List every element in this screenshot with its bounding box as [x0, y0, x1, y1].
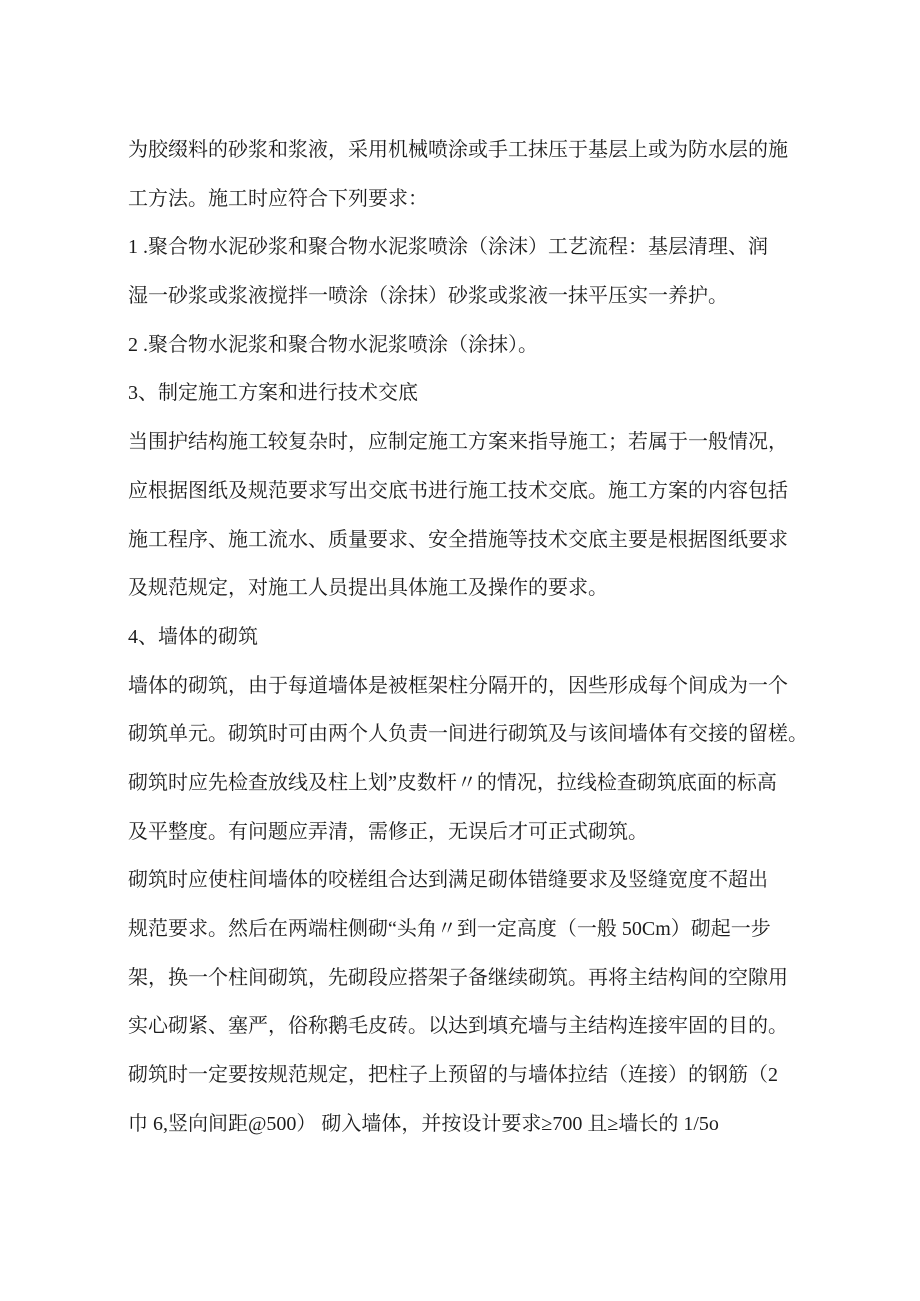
text-line: 工方法。施工时应符合下列要求： — [128, 187, 428, 210]
text-line: 墙体的砌筑，由于每道墙体是被框架柱分隔开的，因些形成每个间成为一个 — [128, 674, 788, 697]
text-line: 湿一砂浆或浆液搅拌一喷涂（涂抹）砂浆或浆液一抹平压实一养护。 — [128, 285, 728, 308]
text-line: 1 .聚合物水泥砂浆和聚合物水泥浆喷涂（涂沫）工艺流程：基层清理、润 — [128, 236, 768, 259]
text-line: 砌筑单元。砌筑时可由两个人负责一间进行砌筑及与该间墙体有交接的留槎。 — [128, 723, 808, 746]
text-line: 2 .聚合物水泥浆和聚合物水泥浆喷涂（涂抹）。 — [128, 333, 538, 356]
text-line: 砌筑时一定要按规范规定，把柱子上预留的与墙体拉结（连接）的钢筋（2 — [128, 1064, 778, 1087]
text-line: 应根据图纸及规范要求写出交底书进行施工技术交底。施工方案的内容包括 — [128, 479, 788, 502]
text-line: 规范要求。然后在两端柱侧砌“头角〃到一定高度（一般 50Cm）砌起一步 — [128, 918, 771, 940]
text-line: 及规范规定，对施工人员提出具体施工及操作的要求。 — [128, 577, 608, 600]
text-line-heading: 3、制定施工方案和进行技术交底 — [128, 382, 418, 405]
text-line: 为胶缀料的砂浆和浆液，采用机械喷涂或手工抹压于基层上或为防水层的施 — [128, 139, 788, 161]
text-line: 施工程序、施工流水、质量要求、安全措施等技术交底主要是根据图纸要求 — [128, 528, 788, 551]
document-text-block — [128, 126, 828, 1148]
text-line: 当围护结构施工较复杂时，应制定施工方案来指导施工；若属于一般情况， — [128, 431, 788, 454]
text-line: 巾 6,竖向间距@500） 砌入墙体，并按设计要求≥700 且≥墙长的 1/5o — [128, 1112, 719, 1135]
text-line: 砌筑时应使柱间墙体的咬槎组合达到满足砌体错缝要求及竖缝宽度不超出 — [128, 869, 768, 892]
text-line-heading: 4、墙体的砌筑 — [128, 625, 258, 648]
text-line: 实心砌紧、塞严，俗称鹅毛皮砖。以达到填充墙与主结构连接牢固的目的。 — [128, 1015, 788, 1038]
text-line: 架，换一个柱间砌筑，先砌段应搭架子备继续砌筑。再将主结构间的空隙用 — [128, 966, 788, 989]
text-line: 砌筑时应先检查放线及柱上划”皮数杆〃的情况，拉线检查砌筑底面的标高 — [128, 771, 777, 794]
text-line: 及平整度。有问题应弄清，需修正，无误后才可正式砌筑。 — [128, 820, 648, 843]
